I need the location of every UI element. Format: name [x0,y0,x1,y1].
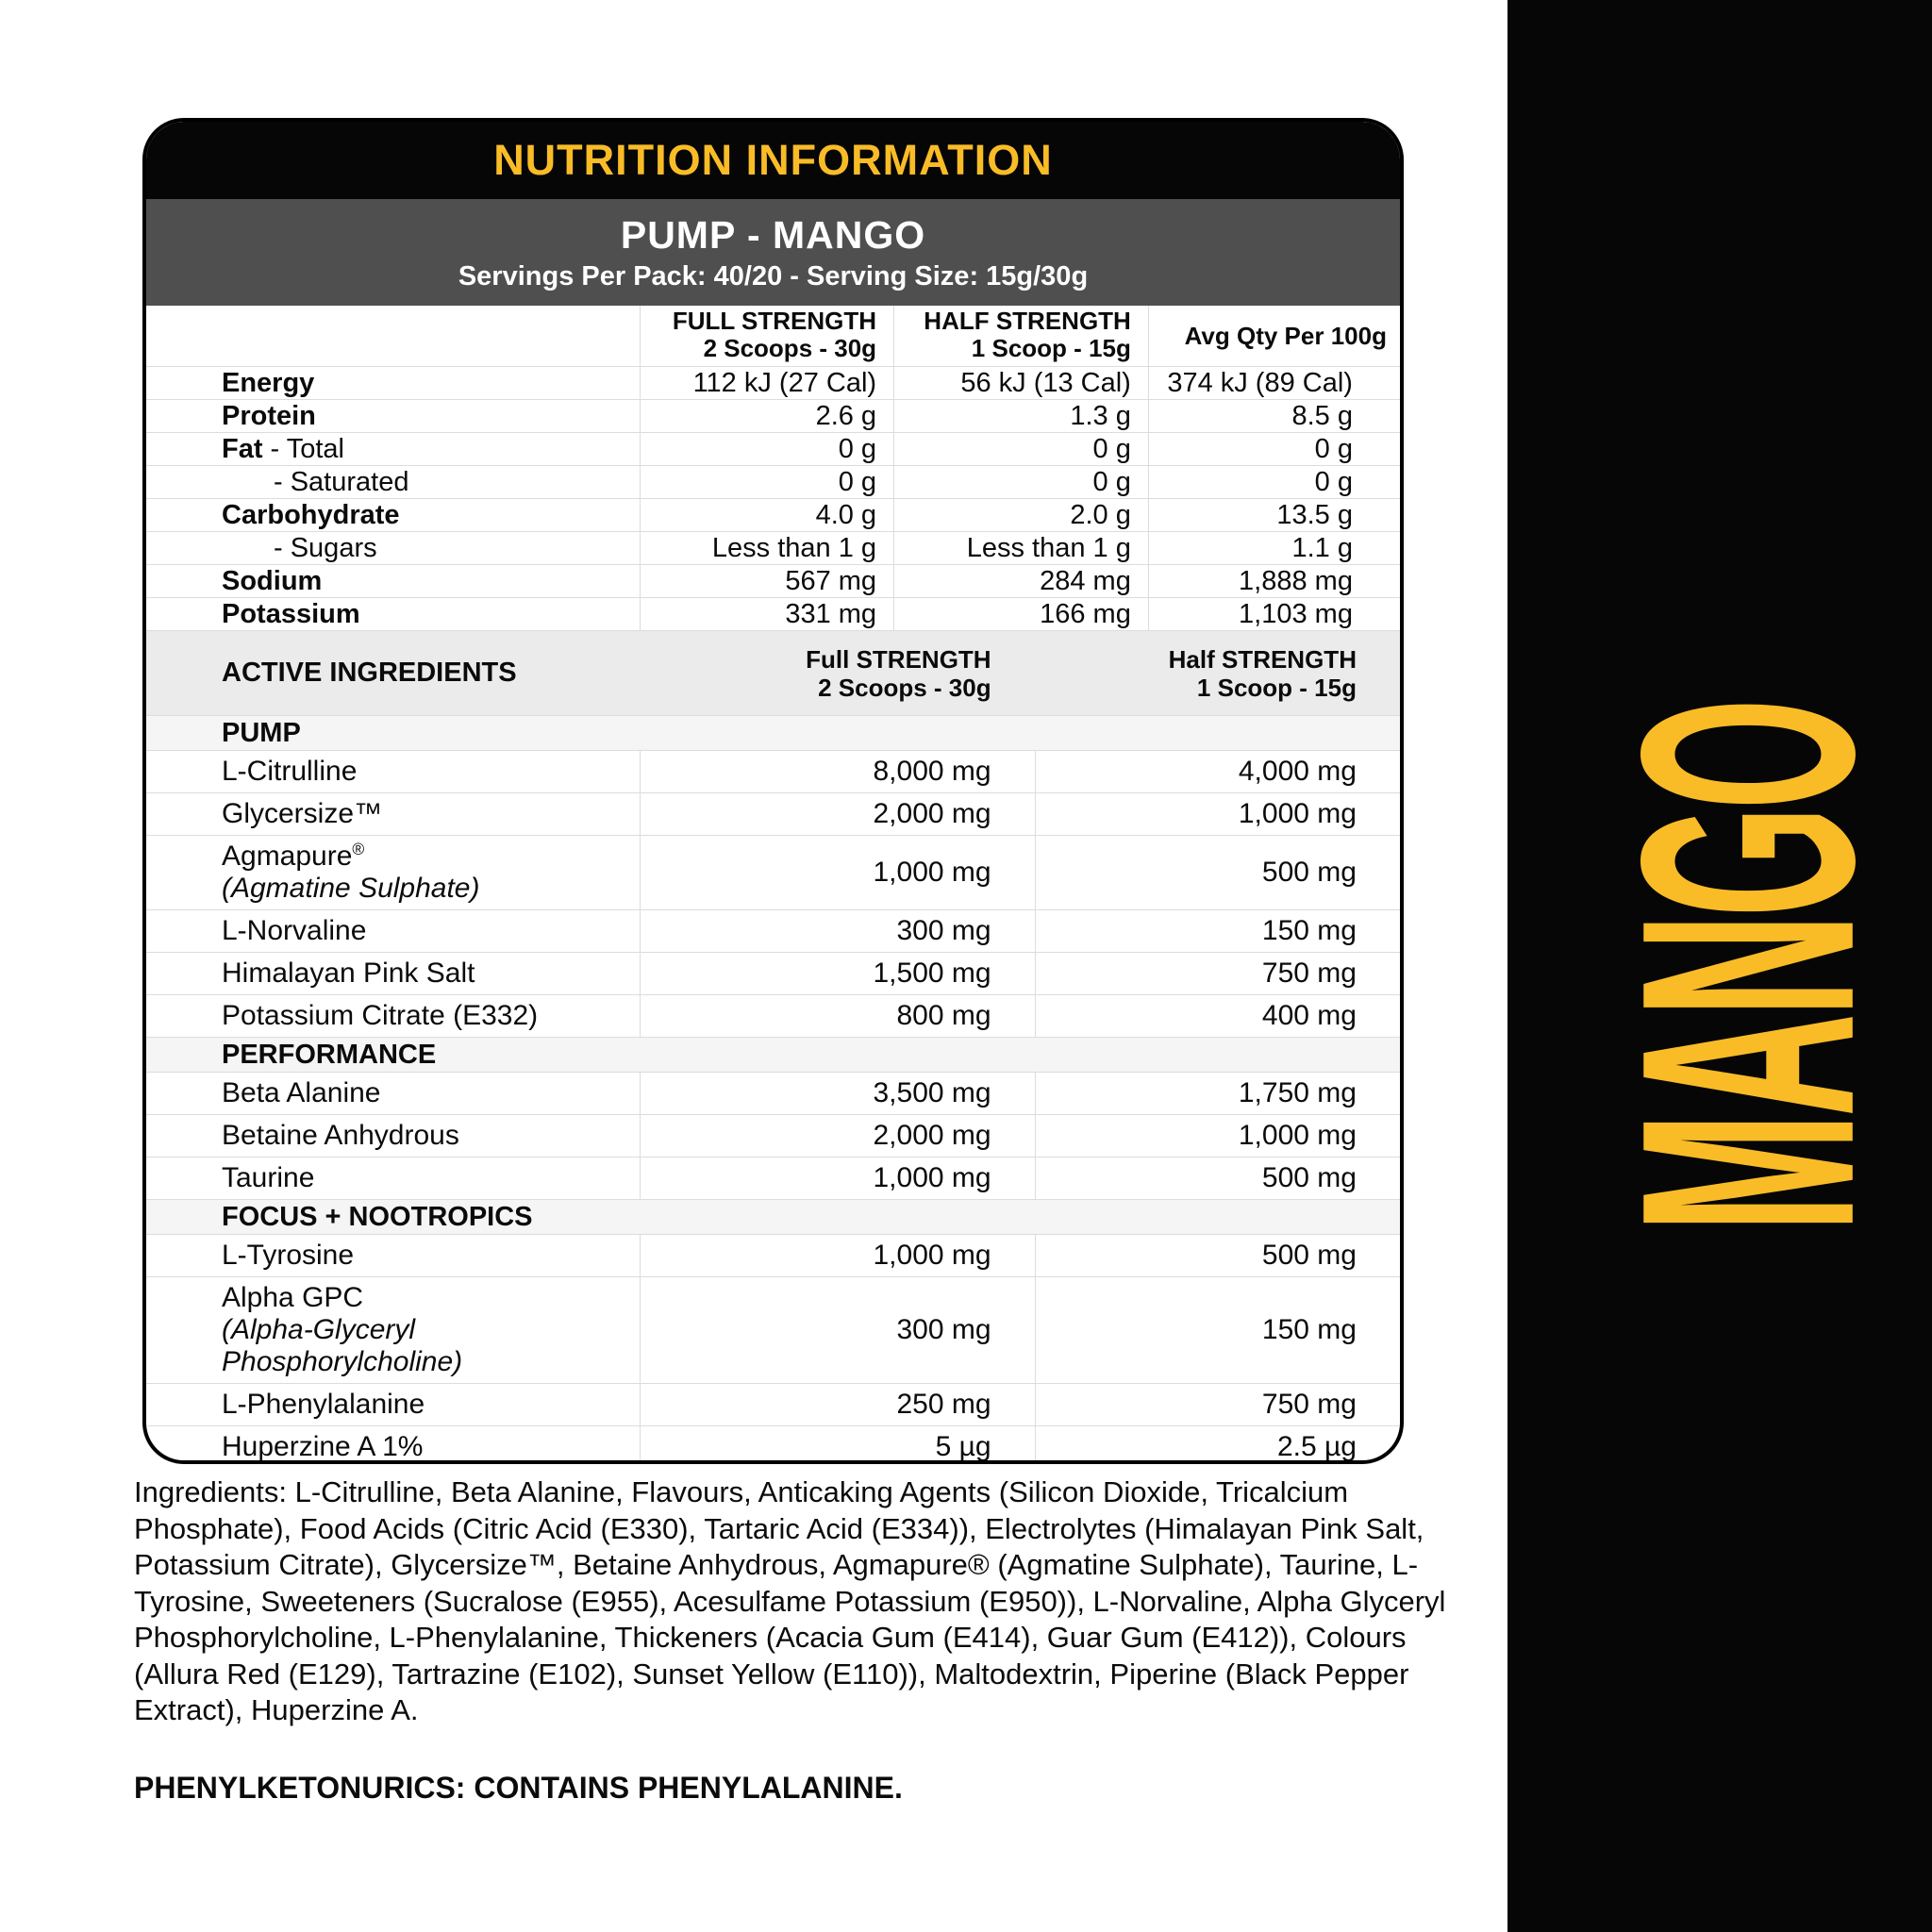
value-full-strength: 300 mg [640,1277,1035,1383]
row-label: Protein [222,400,316,431]
flavour-text-wrapper [1535,354,1932,1580]
value-full-strength: 5 µg [640,1426,1035,1464]
nutrition-row [146,597,1400,630]
row-label: Potassium [222,598,360,629]
ingredient-label: L-Norvaline [222,915,367,946]
value-full-strength: 2,000 mg [640,1115,1035,1157]
ingredients-paragraph: Ingredients: L-Citrulline, Beta Alanine, Flavours, Anticaking Agents (Silicon Dioxide, Tricalcium Phosphate), Food Acids (Citric Acid (E330), Tartaric Acid (E334)), Electrolytes (Himalayan Pink Salt, Potassium Citrate), Glycersize™, Betaine Anhydrous, Agmapure® (Agmatine Sulphate), Taurine, L-Tyrosine, Sweeteners (Sucralose (E955), Acesulfame Potassium (E950)), L-Norvaline, Alpha Glyceryl Phosphorylcholine, L-Phenylalanine, Thickeners (Acacia Gum (E414), Guar Gum (E412)), Colours (Allura Red (E129), Tartrazine (E102), Sunset Yellow (E110)), Maltodextrin, Piperine (Black Pepper Extract), Huperzine A. [134,1475,1446,1726]
value-half-strength: 2.5 µg [1035,1426,1400,1464]
column-header-active-full [640,645,1035,702]
column-header-blank [146,306,640,366]
ingredient-label: Betaine Anhydrous [222,1120,459,1151]
value-half-strength: 750 mg [1035,953,1400,994]
value-full-strength: 8,000 mg [640,751,1035,792]
value-half-strength: 0 g [893,433,1148,465]
ingredient-label: L-Phenylalanine [222,1389,425,1420]
value-half-strength: 166 mg [893,598,1148,630]
ingredient-row [146,792,1400,835]
ingredient-row [146,1072,1400,1114]
value-full-strength: 300 mg [640,910,1035,952]
value-half-strength: 1,000 mg [1035,793,1400,835]
value-half-strength: Less than 1 g [893,532,1148,564]
servings-info: Servings Per Pack: 40/20 - Serving Size: 15g/30g [458,261,1089,291]
row-label: Sodium [222,565,323,596]
section-header: PUMP [146,715,1400,750]
footer [134,1474,1457,1806]
value-full-strength: 0 g [640,466,893,498]
nutrition-row [146,399,1400,432]
value-full-strength: 800 mg [640,995,1035,1037]
value-full-strength: 250 mg [640,1384,1035,1425]
value-full-strength: 1,000 mg [640,1235,1035,1276]
nutrition-row [146,465,1400,498]
value-avg-per-100g: 1,103 mg [1148,598,1400,630]
value-avg-per-100g: 374 kJ (89 Cal) [1148,367,1400,399]
active-half-line2: 1 Scoop - 15g [1196,673,1357,702]
column-header-full-strength [640,306,893,366]
active-ingredients-title: ACTIVE INGREDIENTS [222,658,517,688]
value-full-strength: 1,000 mg [640,1158,1035,1199]
phenylketonurics-warning: PHENYLKETONURICS: CONTAINS PHENYLALANINE. [134,1770,903,1805]
value-full-strength: 112 kJ (27 Cal) [640,367,893,399]
section-header: PERFORMANCE [146,1037,1400,1072]
value-avg-per-100g: 8.5 g [1148,400,1400,432]
value-half-strength: 750 mg [1035,1384,1400,1425]
nutrition-row [146,564,1400,597]
nutrition-rows [146,366,1400,630]
column-header-active-half [1035,645,1400,702]
active-ingredient-rows [146,715,1400,1464]
ingredient-row [146,1425,1400,1464]
ingredient-label: Potassium Citrate (E332) [222,1000,539,1031]
ingredient-row [146,1276,1400,1383]
ingredient-label: Taurine [222,1162,315,1193]
ingredient-row [146,994,1400,1037]
panel-header [146,122,1400,199]
value-half-strength: 500 mg [1035,836,1400,909]
value-full-strength: 3,500 mg [640,1073,1035,1114]
row-label: Energy [222,367,315,398]
value-half-strength: 1.3 g [893,400,1148,432]
ingredient-label: Glycersize™ [222,798,383,829]
value-full-strength: 2,000 mg [640,793,1035,835]
value-half-strength: 284 mg [893,565,1148,597]
ingredient-row [146,1383,1400,1425]
product-name: PUMP - MANGO [620,213,926,257]
ingredient-label: Beta Alanine [222,1077,381,1108]
value-avg-per-100g: 1.1 g [1148,532,1400,564]
row-label: Carbohydrate [222,499,400,530]
full-strength-line1: FULL STRENGTH [672,307,877,335]
value-full-strength: 1,000 mg [640,836,1035,909]
nutrition-panel [142,118,1404,1464]
nutrition-row [146,531,1400,564]
full-strength-line2: 2 Scoops - 30g [703,334,877,362]
ingredient-row [146,835,1400,909]
value-avg-per-100g: 0 g [1148,466,1400,498]
column-header-half-strength [893,306,1148,366]
ingredient-label: L-Citrulline [222,756,358,787]
ingredient-row [146,1157,1400,1199]
nutrition-row [146,432,1400,465]
subheader [146,199,1400,306]
value-half-strength: 400 mg [1035,995,1400,1037]
value-half-strength: 4,000 mg [1035,751,1400,792]
value-half-strength: 500 mg [1035,1158,1400,1199]
value-avg-per-100g: 1,888 mg [1148,565,1400,597]
value-full-strength: 1,500 mg [640,953,1035,994]
flavour-text: MANGO [1577,701,1917,1233]
value-half-strength: 150 mg [1035,910,1400,952]
ingredient-row [146,952,1400,994]
active-full-line1: Full STRENGTH [806,644,991,674]
flavour-sidebar [1507,0,1932,1932]
value-full-strength: Less than 1 g [640,532,893,564]
nutrition-column-headers [146,306,1400,366]
value-half-strength: 0 g [893,466,1148,498]
section-header: FOCUS + NOOTROPICS [146,1199,1400,1234]
ingredient-label: Agmapure® (Agmatine Sulphate) [222,840,480,904]
value-half-strength: 1,000 mg [1035,1115,1400,1157]
nutrition-row [146,498,1400,531]
ingredient-row [146,909,1400,952]
ingredient-row [146,1234,1400,1276]
ingredient-label: L-Tyrosine [222,1240,355,1271]
ingredient-label: Huperzine A 1% [222,1431,424,1462]
value-half-strength: 56 kJ (13 Cal) [893,367,1148,399]
panel-title: NUTRITION INFORMATION [493,136,1053,184]
value-half-strength: 150 mg [1035,1277,1400,1383]
nutrition-row [146,366,1400,399]
row-label: - Sugars [274,532,377,563]
value-half-strength: 1,750 mg [1035,1073,1400,1114]
value-full-strength: 2.6 g [640,400,893,432]
ingredient-label: Himalayan Pink Salt [222,958,475,989]
value-half-strength: 500 mg [1035,1235,1400,1276]
active-full-line2: 2 Scoops - 30g [818,673,991,702]
column-header-avg-qty [1148,306,1400,366]
ingredient-label: Alpha GPC (Alpha-Glyceryl Phosphorylcholine) [222,1282,463,1377]
active-ingredients-header [146,630,1400,715]
half-strength-line2: 1 Scoop - 15g [971,334,1131,362]
row-label: Fat - Total [222,433,345,464]
half-strength-line1: HALF STRENGTH [924,307,1131,335]
value-half-strength: 2.0 g [893,499,1148,531]
avg-qty-label: Avg Qty Per 100g [1184,321,1387,350]
value-full-strength: 331 mg [640,598,893,630]
value-full-strength: 4.0 g [640,499,893,531]
ingredient-row [146,750,1400,792]
row-label: - Saturated [274,466,409,497]
active-half-line1: Half STRENGTH [1168,644,1357,674]
value-full-strength: 567 mg [640,565,893,597]
value-full-strength: 0 g [640,433,893,465]
ingredient-row [146,1114,1400,1157]
value-avg-per-100g: 0 g [1148,433,1400,465]
value-avg-per-100g: 13.5 g [1148,499,1400,531]
